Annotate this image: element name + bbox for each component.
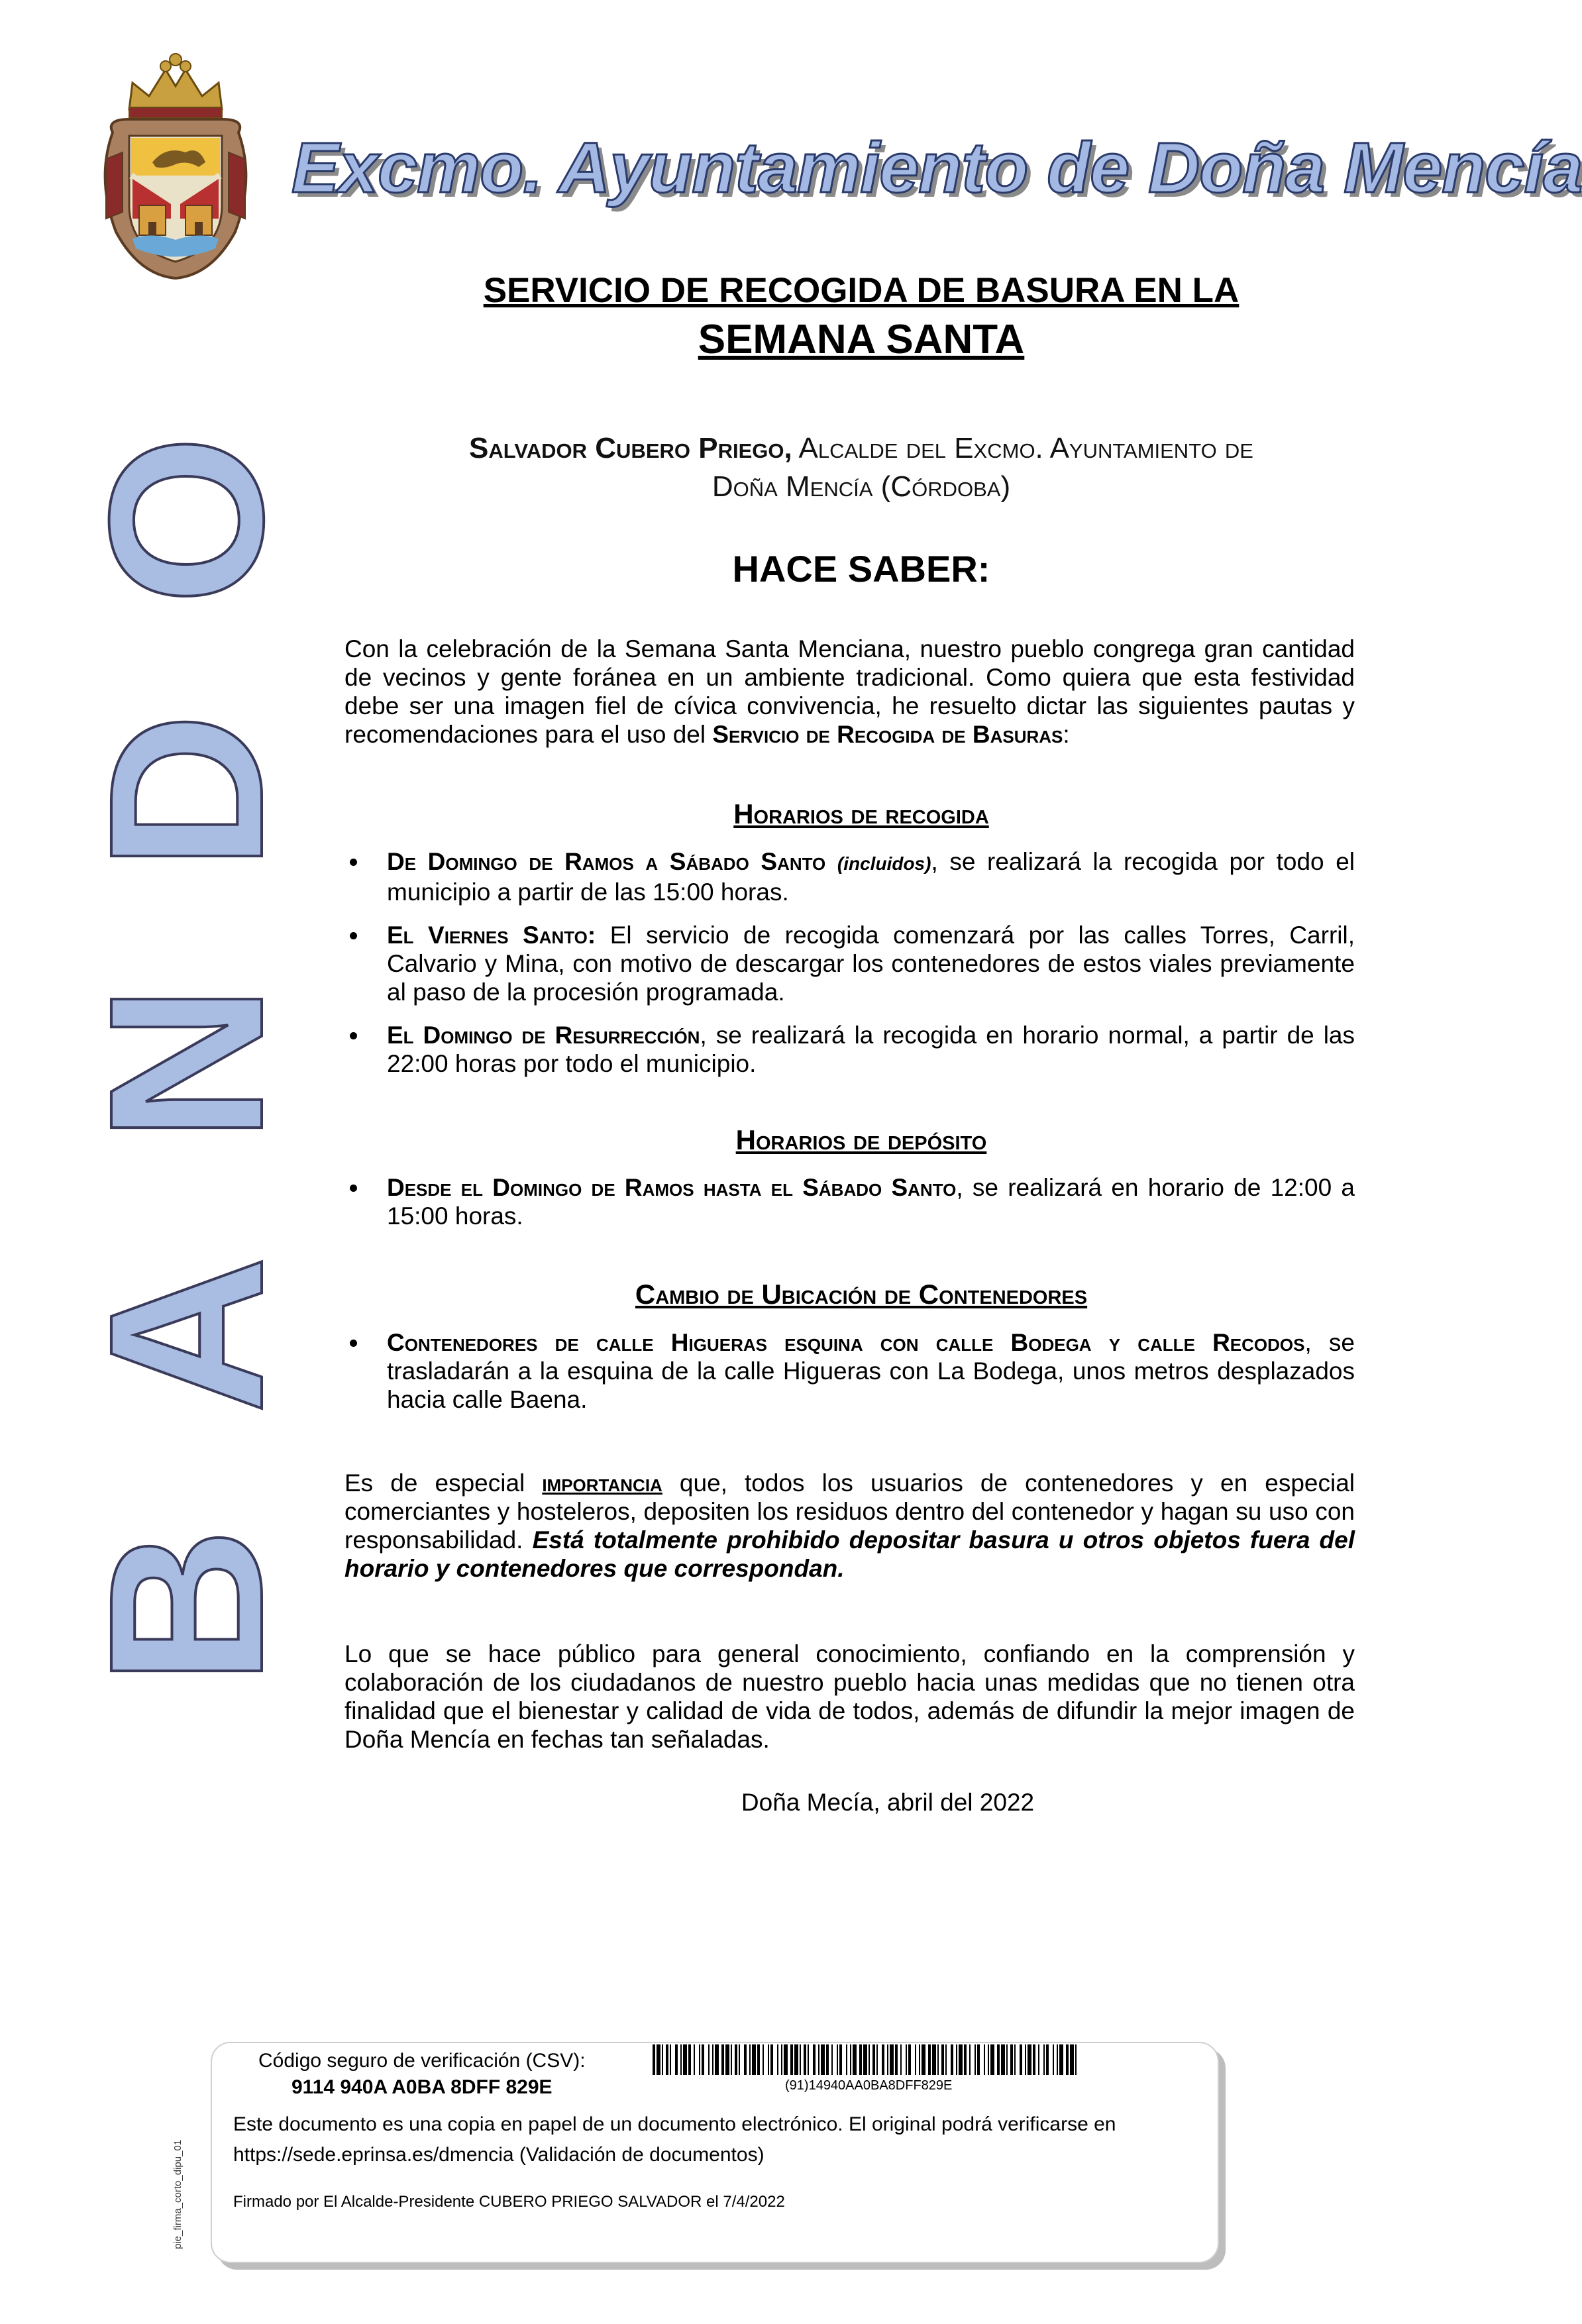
hace-saber-heading: HACE SABER: — [732, 548, 990, 590]
mayor-authority — [371, 429, 1351, 506]
intro-text: Con la celebración de la Semana Santa Menciana, nuestro pueblo congrega gran cantidad de vecinos y gente foránea en un ambiente tradicional. Como quiera que esta festividad debe ser una imagen fiel de cívica convivencia, he resuelto dictar las siguientes pautas y recomendaciones para el uso del — [344, 635, 1355, 748]
ubicacion-list — [344, 1328, 1355, 1428]
importance-rest: que, todos los usuarios de contenedores y en especial comerciantes y hosteleros, depositen los residuos dentro del contenedor y hagan su uso con responsabilidad. — [344, 1469, 1355, 1554]
municipality-header-title: Excmo. Ayuntamiento de Doña Mencía — [291, 127, 1582, 207]
intro-paragraph — [344, 635, 1355, 749]
verification-url: https://sede.eprinsa.es/dmencia (Validación de documentos) — [233, 2144, 765, 2166]
item-lead: El Domingo de Resurrección — [387, 1022, 700, 1049]
notice-title-line1: SERVICIO DE RECOGIDA DE BASURA EN LA — [483, 271, 1239, 310]
item-text: , se trasladarán a la esquina de la calle Higueras con La Bodega, unos metros desplazados hacia calle Baena. — [387, 1329, 1355, 1413]
bando-letter: O — [64, 435, 308, 606]
item-note: (incluidos) — [837, 853, 931, 874]
item-text: , se realizará en horario de 12:00 a 15:00 horas. — [387, 1174, 1355, 1230]
item-lead: Desde el Domingo de Ramos hasta el Sábado Santo — [387, 1174, 957, 1201]
section-heading-recogida: Horarios de recogida — [733, 798, 989, 829]
copy-note: Este documento es una copia en papel de un documento electrónico. El original podrá verificarse en — [233, 2113, 1116, 2135]
intro-service-name: Servicio de Recogida de Basuras — [712, 721, 1063, 748]
public-notice-paragraph: Lo que se hace público para general conocimiento, confiando en la comprensión y colaboración de los ciudadanos de nuestro pueblo hacia unas medidas que no tienen otra finalidad que el bienestar y calidad de vida de todos, además de difundir la mejor imagen de Doña Mencía en fechas tan señaladas. — [344, 1640, 1355, 1753]
signature-line: Firmado por El Alcalde-Presidente CUBERO PRIEGO SALVADOR el 7/4/2022 — [233, 2193, 785, 2211]
importance-word: importancia — [542, 1469, 662, 1497]
importance-start: Es de especial — [344, 1469, 543, 1497]
bando-letter: A — [64, 1255, 308, 1414]
intro-end: : — [1063, 721, 1070, 748]
list-item — [344, 1021, 1355, 1078]
list-item — [344, 1173, 1355, 1230]
recogida-list — [344, 847, 1355, 1092]
list-item — [344, 1328, 1355, 1414]
importance-paragraph — [344, 1469, 1355, 1583]
item-text: El servicio de recogida comenzará por las calles Torres, Carril, Calvario y Mina, con motivo de descargar los contenedores de estos viales previamente al paso de la procesión programada. — [387, 922, 1355, 1006]
item-text: , se realizará la recogida por todo el municipio a partir de las 15:00 horas. — [387, 848, 1355, 906]
bando-vertical-word — [63, 424, 308, 1703]
csv-label: Código seguro de verificación (CSV): — [258, 2050, 586, 2072]
mayor-name: Salvador Cubero Priego, — [469, 432, 792, 464]
csv-code: 9114 940A A0BA 8DFF 829E — [291, 2076, 553, 2098]
coat-of-arms-logo — [93, 46, 258, 285]
deposito-list — [344, 1173, 1355, 1245]
list-item — [344, 847, 1355, 906]
section-heading-deposito: Horarios de depósito — [735, 1124, 987, 1155]
barcode-text: (91)14940AA0BA8DFF829E — [785, 2078, 953, 2093]
list-item — [344, 921, 1355, 1006]
item-lead: El Viernes Santo: — [387, 922, 596, 949]
bando-letter: D — [64, 712, 308, 871]
bando-letter: N — [64, 984, 308, 1143]
footer-side-code: pie_firma_corto_dipu_01 — [172, 2139, 184, 2249]
barcode-image — [653, 2044, 1077, 2075]
bando-letter: B — [64, 1527, 308, 1686]
mayor-role: Alcalde del Excmo. Ayuntamiento de — [798, 432, 1253, 464]
notice-title-line2: SEMANA SANTA — [698, 317, 1025, 362]
item-lead: Contenedores de calle Higueras esquina con calle Bodega y calle Recodos — [387, 1329, 1305, 1356]
section-heading-ubicacion: Cambio de Ubicación de Contenedores — [635, 1279, 1088, 1310]
place-date: Doña Mecía, abril del 2022 — [741, 1789, 1035, 1816]
prohibition-text: Está totalmente prohibido depositar basura u otros objetos fuera del horario y contenedores que correspondan. — [344, 1526, 1355, 1582]
item-text: , se realizará la recogida en horario normal, a partir de las 22:00 horas por todo el municipio. — [387, 1022, 1355, 1077]
item-lead: De Domingo de Ramos a Sábado Santo — [387, 848, 826, 875]
municipality-location: Doña Mencía (Córdoba) — [712, 470, 1011, 503]
